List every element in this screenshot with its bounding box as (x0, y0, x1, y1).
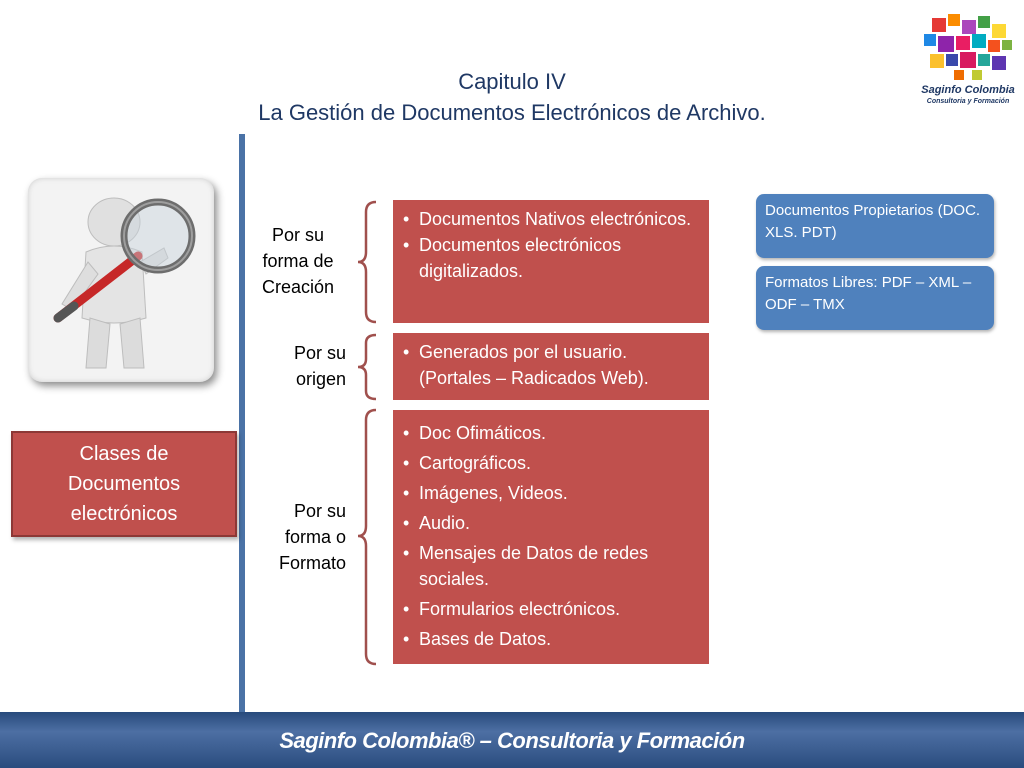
slide-title (200, 66, 824, 128)
label-line: Por su (293, 343, 346, 363)
brace-icon (356, 333, 378, 401)
formato-items-box (393, 410, 709, 664)
label-line: forma de (262, 251, 334, 271)
list-item: • Doc Ofimáticos. (399, 418, 703, 448)
label-line: origen (295, 369, 346, 389)
label-line: Por su (271, 225, 325, 245)
magnifier-figure-image (28, 178, 214, 382)
origen-items-box (393, 333, 709, 400)
title-line-2: La Gestión de Documentos Electrónicos de Archivo. (258, 100, 766, 125)
brace-icon (356, 408, 378, 666)
label-line: Creación (261, 277, 335, 297)
list-item: • Audio. (399, 508, 703, 538)
logo-name: Saginfo Colombia (921, 84, 1015, 96)
list-item: • Imágenes, Videos. (399, 478, 703, 508)
label-line: Formato (278, 553, 346, 573)
list-item: • Formularios electrónicos. (399, 594, 703, 624)
classes-line-3: electrónicos (70, 503, 178, 525)
list-item: • Generados por el usuario. (Portales – Radicados Web). (399, 339, 703, 391)
list-item: • Bases de Datos. (399, 624, 703, 654)
logo-tagline: Consultoria y Formación (926, 98, 1010, 105)
proprietary-formats-box: Documentos Propietarios (DOC. XLS. PDT) (756, 194, 994, 258)
category-label-origen (266, 340, 346, 392)
classes-line-2: Documentos (67, 473, 181, 495)
label-line: Por su (293, 501, 346, 521)
label-line: forma o (284, 527, 346, 547)
vertical-divider (239, 134, 245, 714)
creacion-items-box (393, 200, 709, 323)
category-label-formato (250, 498, 346, 576)
brace-icon (356, 200, 378, 324)
list-item: • Mensajes de Datos de redes sociales. (399, 540, 703, 592)
title-line-1: Capitulo IV (458, 69, 566, 94)
list-item: • Documentos Nativos electrónicos. (399, 206, 703, 232)
list-item: • Cartográficos. (399, 448, 703, 478)
classes-line-1: Clases de (79, 443, 169, 465)
category-label-creacion (250, 222, 346, 300)
document-classes-box (11, 431, 237, 537)
free-formats-box: Formatos Libres: PDF – XML – ODF – TMX (756, 266, 994, 330)
list-item: • Documentos electrónicos digitalizados. (399, 232, 703, 284)
footer-text: Saginfo Colombia® – Consultoria y Formación (279, 728, 745, 753)
